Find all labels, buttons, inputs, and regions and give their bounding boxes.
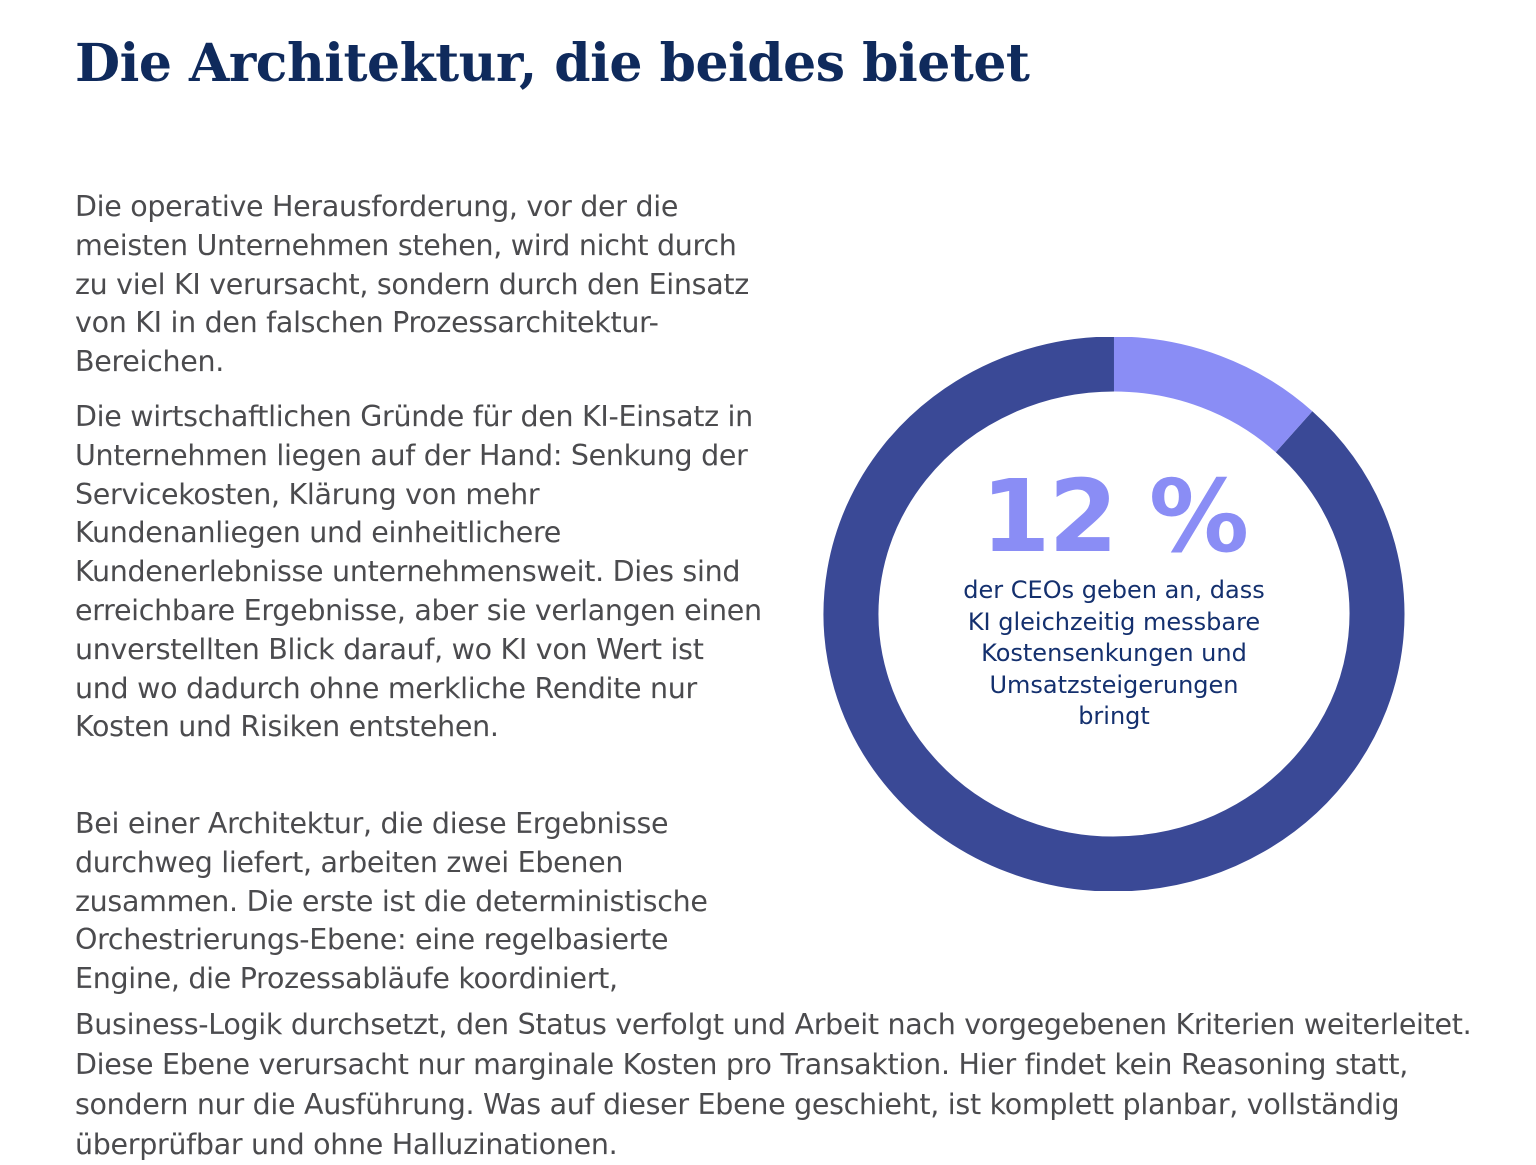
donut-highlight-segment xyxy=(1114,364,1294,432)
paragraph-orchestration-layer: Business-Logik durchsetzt, den Status verfolgt und Arbeit nach vorgegebenen Kriterien weiterleitet. Diese Ebene verursacht nur marginale Kosten pro Transaktion. Hier findet kein Reasoning statt, sondern nur die Ausführung. Was auf dieser Ebene geschieht, ist komplett planbar, vollständig überprüfbar und ohne Halluzinationen. xyxy=(75,1008,1472,1161)
paragraph-architecture: Bei einer Architektur, die diese Ergebnisse durchweg liefert, arbeiten zwei Ebenen zusammen. Die erste ist die deterministische Orchestrierungs-Ebene: eine regelbasierte Engine, die Prozessabläufe koordiniert, xyxy=(75,807,708,996)
paragraph-intro: Die operative Herausforderung, vor der die meisten Unternehmen stehen, wird nicht durch zu viel KI verursacht, sondern durch den Einsatz von KI in den falschen Prozessarchitektur-Bereichen. xyxy=(75,190,749,379)
paragraph-economic-reasons: Die wirtschaftlichen Gründe für den KI-Einsatz in Unternehmen liegen auf der Hand: Senkung der Servicekosten, Klärung von mehr Kundenanliegen und einheitlichere Kundenerlebnisse unternehmensweit. Dies sind erreichbare Ergebnisse, aber sie verlangen einen unverstellten Blick darauf, wo KI von Wert ist und wo dadurch ohne merkliche Rendite nur Kosten und Risiken entstehen. xyxy=(75,400,762,744)
stat-caption: der CEOs geben an, dass KI gleichzeitig messbare Kostensenkungen und Umsatzsteigerungen bringt xyxy=(963,576,1265,730)
page-title: Die Architektur, die beides bietet xyxy=(75,33,1030,94)
stat-value: 12 % xyxy=(980,458,1248,575)
